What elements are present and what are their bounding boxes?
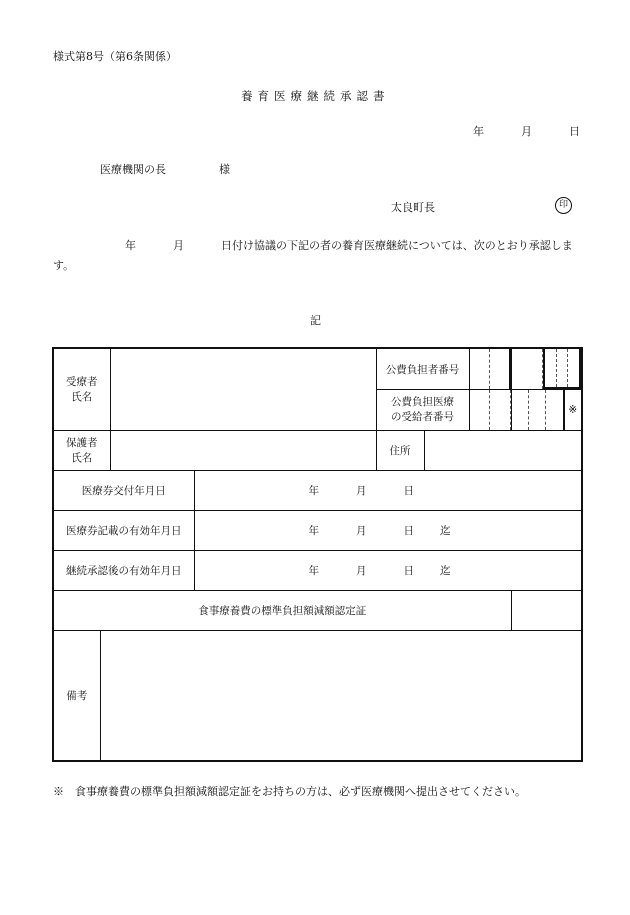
approval-statement: [53, 236, 581, 276]
document-title: 養育医療継続承認書: [241, 89, 390, 103]
date-day: 日: [569, 125, 580, 138]
public-payer-label: 公費負担者番号: [376, 348, 511, 390]
patient-name-label: 受療者 氏名: [53, 348, 110, 431]
footnote: ※ 食事療養費の標準負担額減額認定証をお持ちの方は、必ず医療機関へ提出させてください。: [53, 785, 526, 798]
valid-date-field[interactable]: 年 月 日 迄: [194, 511, 582, 551]
guardian-name-label: 保護者 氏名: [53, 431, 110, 471]
issue-date-label: 医療券交付年月日: [53, 471, 194, 511]
recipient-number-label: 公費負担医療 の受給者番号: [376, 390, 511, 431]
recipient-mark: ※: [568, 404, 578, 416]
seal-mark-icon: 印: [555, 197, 572, 214]
address-field[interactable]: [424, 431, 582, 471]
meal-cert-field[interactable]: [511, 591, 582, 631]
body-year: 年: [125, 239, 136, 252]
renewed-date-field[interactable]: 年 月 日 迄: [194, 551, 582, 591]
issue-date-field[interactable]: 年 月 日: [194, 471, 582, 511]
issuer-name: 太良町長: [391, 201, 435, 214]
renewed-date-label: 継続承認後の有効年月日: [53, 551, 194, 591]
addressee-honorific: 様: [219, 163, 230, 176]
remarks-field[interactable]: [100, 631, 582, 761]
valid-date-label: 医療券記載の有効年月日: [53, 511, 194, 551]
meal-cert-label: 食事療養費の標準負担額減額認定証: [53, 591, 511, 631]
ki-heading: 記: [310, 314, 321, 327]
form-number: 様式第8号（第6条関係）: [53, 50, 177, 63]
public-payer-number-field[interactable]: [511, 348, 582, 390]
remarks-label: 備考: [53, 631, 100, 761]
body-text: 日付け協議の下記の者の養育医療継続については、次のとおり承認します。: [53, 239, 573, 272]
date-month: 月: [521, 125, 532, 138]
address-label: 住所: [376, 431, 424, 471]
addressee-label: 医療機関の長: [100, 163, 166, 176]
patient-name-field[interactable]: [110, 348, 376, 431]
body-month: 月: [173, 239, 184, 252]
guardian-name-field[interactable]: [110, 431, 376, 471]
recipient-number-field[interactable]: [511, 390, 582, 431]
approval-form-table: [52, 347, 583, 762]
date-year: 年: [473, 125, 484, 138]
